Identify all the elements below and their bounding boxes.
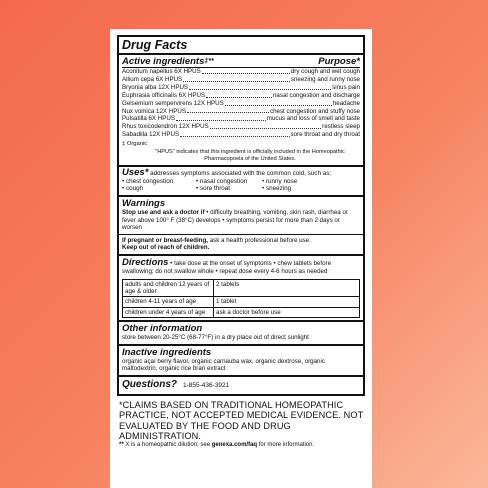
section-divider [119, 344, 363, 346]
uses-heading: Uses* [122, 166, 149, 178]
footer-mark: ** [119, 441, 124, 448]
active-ingredients-mark: ‡** [204, 58, 214, 65]
ingredient-row [122, 123, 360, 131]
uses-item: • sore throat [196, 185, 231, 193]
footer-text-end: for more information. [258, 441, 315, 448]
uses-item: • nasal congestion [196, 177, 248, 185]
faq-link[interactable]: genexa.com/faq [211, 441, 258, 448]
uses-item: • cough [122, 185, 144, 193]
other-info-heading: Other information [122, 323, 203, 335]
dosage-table [122, 279, 360, 319]
ingredient-name: Rhus toxicodendron 12X HPUS [122, 123, 209, 131]
stop-use-text: • difficulty breathing, vomiting, skin rash, diarrhea or fever above 100° F (38°C) develops • symptoms persist for more than 2 days or worsen [122, 208, 348, 232]
dosage-amount: ask a doctor before use [214, 307, 360, 317]
ingredient-row [122, 108, 360, 116]
table-row [123, 297, 360, 307]
ingredient-row [122, 84, 360, 92]
inactive-heading: Inactive ingredients [122, 346, 212, 358]
uses-list [122, 178, 360, 193]
section-divider [119, 254, 363, 256]
other-info-text: store between 20-25°C (68-77°F) in a dry place out of direct sunlight [122, 334, 309, 342]
ingredient-purpose: dry cough and wet cough [290, 68, 360, 75]
ingredient-purpose: mucus and loss of smell and taste [266, 115, 360, 123]
dosage-who: children under 4 years of age [123, 307, 214, 317]
other-info-section [122, 323, 360, 344]
ingredient-list [122, 68, 360, 139]
drug-facts-card [110, 29, 372, 488]
footer-note [117, 442, 365, 450]
ingredient-name: Allium cepa 6X HPUS [122, 75, 183, 83]
pregnancy-text: ask a health professional before use. [209, 236, 311, 244]
ingredient-name: Nux vomica 12X HPUS [122, 107, 186, 115]
ingredient-name: Pulsatilla 6X HPUS [122, 115, 175, 123]
ingredient-row [122, 100, 360, 108]
uses-item: • sneezing [262, 185, 292, 193]
ingredient-row [122, 131, 360, 139]
questions-section [122, 377, 360, 392]
claims-disclaimer: *CLAIMS BASED ON TRADITIONAL HOMEOPATHIC PRACTICE, NOT ACCEPTED MEDICAL EVIDENCE. NOT EVALUATED BY THE FOOD AND DRUG ADMINISTRATION. [119, 399, 364, 442]
uses-item: • runny nose [262, 177, 298, 185]
dosage-who: children 4-11 years of age [123, 297, 214, 307]
organic-note: ‡ Organic [122, 141, 148, 148]
ingredient-name: Gelsemium sempervirens 12X HPUS [122, 99, 224, 107]
active-ingredients-header [122, 56, 360, 68]
table-row [123, 307, 360, 317]
ingredient-purpose: nasal congestion and discharge [272, 91, 360, 99]
footer-text: X is a homeopathic dilution; see [125, 441, 211, 448]
inactive-text: organic açaí berry flavor, organic carnauba wax, organic dextrose, organic maltodextrin, organic rice bran extract [122, 357, 325, 373]
ingredient-purpose: headache [332, 99, 360, 107]
warnings-section [122, 198, 360, 254]
ingredient-purpose: chest congestion and stuffy nose [269, 107, 360, 115]
uses-section [122, 167, 360, 195]
section-divider [119, 320, 363, 322]
drug-facts-title: Drug Facts [119, 38, 363, 55]
questions-heading: Questions? [122, 378, 178, 390]
dosage-who: adults and children 12 years of age & older [123, 279, 214, 297]
ingredient-purpose: sneezing and runny nose [290, 75, 360, 83]
warnings-heading: Warnings [122, 197, 166, 209]
ingredient-name: Sabadilla 12X HPUS [122, 131, 180, 139]
phone-number[interactable]: 1-855-436-3921 [183, 381, 230, 389]
ingredient-row [122, 92, 360, 100]
stop-use-label: Stop use and ask a doctor if [122, 208, 205, 216]
inactive-section [122, 347, 360, 375]
active-ingredients-heading: Active ingredients [122, 56, 205, 67]
ingredient-row [122, 115, 360, 123]
warnings-divider [119, 234, 363, 235]
pregnancy-label: If pregnant or breast-feeding, [122, 236, 208, 244]
uses-text: addresses symptoms associated with the common cold, such as: [150, 169, 332, 177]
keep-out-text: Keep out of reach of children. [122, 244, 210, 252]
ingredient-row [122, 76, 360, 84]
hpus-note: "HPUS" indicates that this ingredient is officially included in the Homeopathic Pharmacopoeia of the United States. [155, 149, 345, 162]
ingredient-purpose: sinus pain [332, 83, 360, 91]
directions-heading: Directions [122, 256, 169, 268]
ingredient-name: Aconitum napellus 6X HPUS [122, 68, 201, 75]
drug-facts-panel [117, 35, 365, 396]
table-row [123, 279, 360, 297]
ingredient-purpose: sore throat and dry throat [290, 131, 360, 139]
section-divider [119, 195, 363, 197]
directions-section [122, 257, 360, 318]
ingredient-purpose: restless sleep [322, 123, 360, 131]
dosage-amount: 2 tablets [214, 279, 360, 297]
purpose-heading: Purpose* [318, 56, 360, 67]
dosage-amount: 1 tablet [214, 297, 360, 307]
uses-item: • chest congestion [122, 177, 174, 185]
ingredient-row [122, 68, 360, 76]
ingredient-name: Bryonia alba 12X HPUS [122, 83, 189, 91]
ingredient-name: Euphrasia officinalis 6X HPUS [122, 91, 206, 99]
directions-text: • take dose at the onset of symptoms • chew tablets before swallowing; do not swallow whole • repeat dose every 4-6 hours as needed [122, 259, 332, 275]
